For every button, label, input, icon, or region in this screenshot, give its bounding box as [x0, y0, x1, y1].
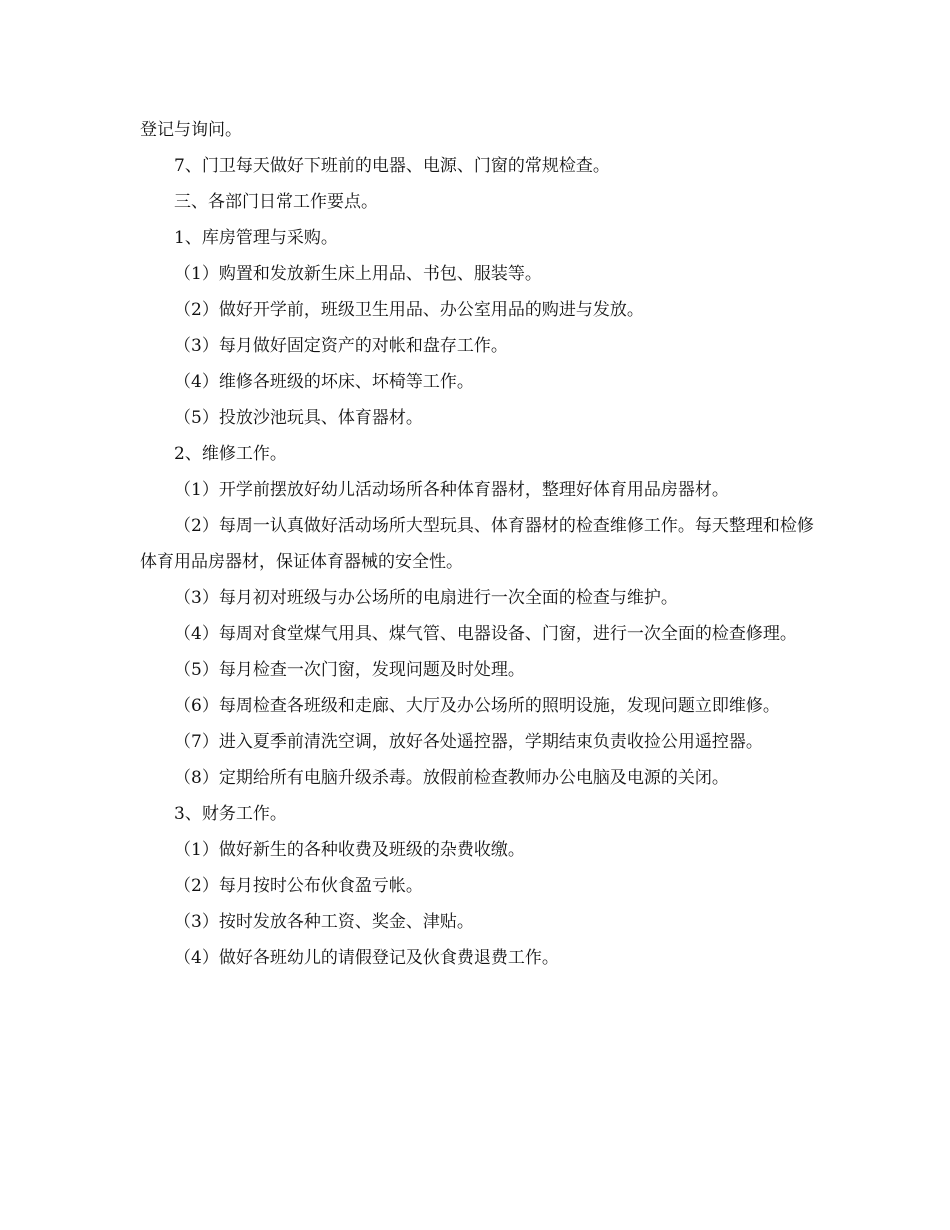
list-item: （4）做好各班幼儿的请假登记及伙食费退费工作。 [174, 948, 559, 968]
list-item: （3）按时发放各种工资、奖金、津贴。 [174, 912, 474, 932]
list-item: （5）每月检查一次门窗，发现问题及时处理。 [174, 660, 525, 680]
document-body [140, 112, 820, 976]
list-item: （4）维修各班级的坏床、坏椅等工作。 [174, 372, 474, 392]
list-item: （1）购置和发放新生床上用品、书包、服装等。 [174, 264, 542, 284]
list-item: （5）投放沙池玩具、体育器材。 [174, 408, 423, 428]
list-item: （2）每周一认真做好活动场所大型玩具、体育器材的检查维修工作。每天整理和检修体育用品房器材，保证体育器械的安全性。 [140, 516, 814, 572]
list-item: （4）每周对食堂煤气用具、煤气管、电器设备、门窗，进行一次全面的检查修理。 [174, 624, 797, 644]
list-item: （3）每月做好固定资产的对帐和盘存工作。 [174, 336, 508, 356]
list-item: （2）做好开学前，班级卫生用品、办公室用品的购进与发放。 [174, 300, 644, 320]
list-item: （7）进入夏季前清洗空调，放好各处遥控器，学期结束负责收捡公用遥控器。 [174, 732, 763, 752]
list-item: （8）定期给所有电脑升级杀毒。放假前检查教师办公电脑及电源的关闭。 [174, 768, 729, 788]
paragraph: 登记与询问。 [140, 120, 242, 140]
subsection-heading: 3、财务工作。 [174, 804, 287, 824]
list-item: （3）每月初对班级与办公场所的电扇进行一次全面的检查与维护。 [174, 588, 678, 608]
subsection-heading: 1、库房管理与采购。 [174, 228, 338, 248]
paragraph: 7、门卫每天做好下班前的电器、电源、门窗的常规检查。 [174, 156, 610, 176]
list-item: （1）开学前摆放好幼儿活动场所各种体育器材，整理好体育用品房器材。 [174, 480, 729, 500]
list-item: （1）做好新生的各种收费及班级的杂费收缴。 [174, 840, 525, 860]
list-item: （2）每月按时公布伙食盈亏帐。 [174, 876, 423, 896]
section-heading: 三、各部门日常工作要点。 [174, 192, 378, 212]
subsection-heading: 2、维修工作。 [174, 444, 287, 464]
list-item: （6）每周检查各班级和走廊、大厅及办公场所的照明设施，发现问题立即维修。 [174, 696, 780, 716]
